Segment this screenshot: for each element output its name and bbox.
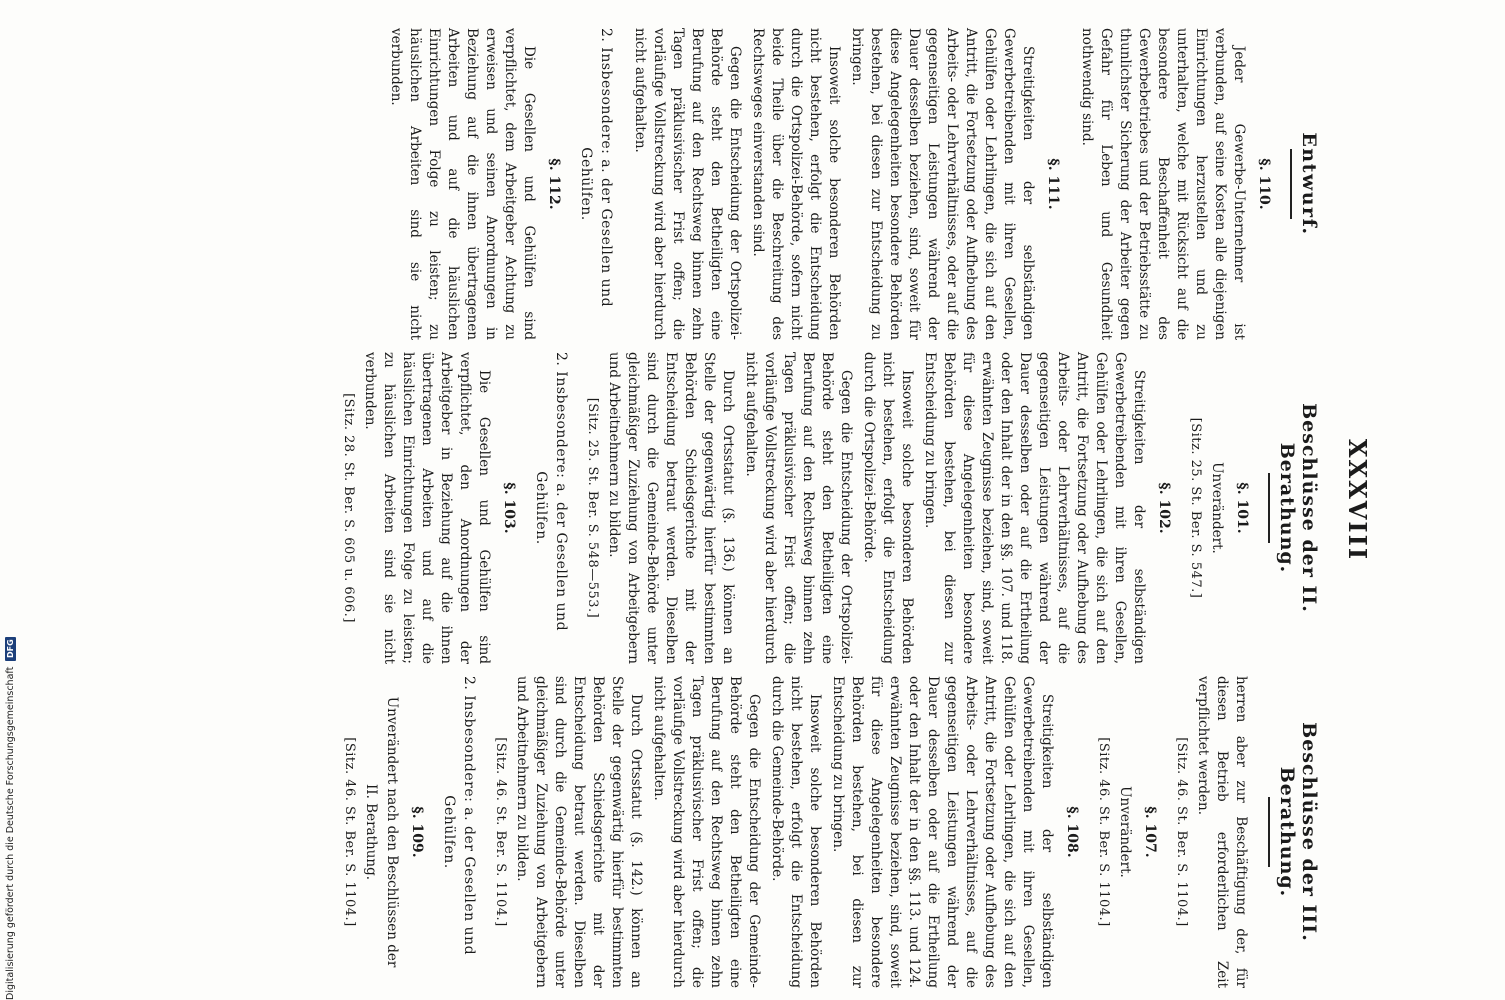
heading-rule bbox=[1268, 473, 1270, 543]
centered-note: Unverändert. bbox=[1117, 786, 1133, 878]
section-number: §. 108. bbox=[1064, 806, 1080, 858]
paragraph: Insoweit solche besonderen Behörden nicht bestehen, erfolgt die Entscheidung durch die Gemeinde-Behörde. bbox=[769, 676, 823, 988]
paragraph: Insoweit solche besonderen Behörden nicht bestehen, erfolgt die Entscheidung durch die Ortspolizei-Behörde. bbox=[861, 352, 915, 664]
column-draft bbox=[382, 28, 1320, 340]
section-number: §. 110. bbox=[1256, 158, 1272, 210]
centered-note: Unverändert. bbox=[1209, 462, 1225, 554]
subsection-heading: 2. Insbesondere: a. der Gesellen und bbox=[553, 352, 569, 632]
subsection-heading-continued: Gehülfen. bbox=[441, 795, 457, 869]
column-heading: Beschlüsse der III. Berathung. bbox=[1276, 722, 1320, 942]
column-body bbox=[386, 28, 1272, 340]
session-reference: [Sitz. 28. St. Ber. S. 605 u. 606.] bbox=[341, 393, 356, 623]
paragraph: Streitigkeiten der selbständigen Gewerbetreibenden mit ihren Gesellen, Gehülfen oder Lehrlingen, die sich auf den Antritt, die Fortsetzung oder Aufhebung des Arbeits- oder Lehrverhältnisses, auf die gegenseitigen Leistungen während der Dauer desselben oder auf die Ertheilung oder den Inhalt der in den §§. 107. und 118. erwähnten Zeugnisse beziehen, sind, soweit für diese Angelegenheiten besondere Behörden bestehen, bei diesen zur Entscheidung zu bringen. bbox=[922, 352, 1147, 664]
section-number: §. 109. bbox=[409, 806, 425, 858]
footer-text: Digitalisierung gefördert durch die Deutsche Forschungsgemeinschaft bbox=[4, 666, 16, 1000]
paragraph: Durch Ortsstatut (§. 142.) können an Stelle der gegenwärtig hierfür bestimmten Behörden Schiedsgerichte mit der Entscheidung betraut werden. Dieselben sind durch die Gemeinde-Behörde unter gleichmäßiger Zuziehung von Arbeitgebern und Arbeitnehmern zu bilden. bbox=[514, 676, 644, 988]
paragraph: herren aber zur Beschäftigung der, für diesen Betrieb erforderlichen Zeit verpflichtet werden. bbox=[1195, 676, 1249, 988]
section-number: §. 101. bbox=[1234, 482, 1250, 534]
paragraph: Gegen die Entscheidung der Ortspolizei-Behörde steht den Betheiligten eine Berufung auf den Rechtsweg binnen zehn Tagen präklusivischer Frist offen; die vorläufige Vollstreckung wird aber hierdurch nicht aufgehalten. bbox=[632, 28, 743, 340]
paragraph: Gegen die Entscheidung der Gemeinde-Behörde steht den Betheiligten eine Berufung auf den Rechtsweg binnen zehn Tagen präklusivischer Frist offen; die vorläufige Vollstreckung wird aber hierdurch nicht aufgehalten. bbox=[651, 676, 762, 988]
paragraph: Jeder Gewerbe-Unternehmer ist verbunden, auf seine Kosten alle diejenigen Einrichtungen herzustellen und zu unterhalten, welche mit Rücksicht auf die besondere Beschaffenheit des Gewerbebetriebes und der Betriebsstätte zu thunlichster Sicherung der Arbeiter gegen Gefahr für Leben und Gesundheit nothwendig sind. bbox=[1079, 28, 1247, 340]
section-number: §. 111. bbox=[1045, 158, 1061, 210]
column-body bbox=[342, 676, 1250, 988]
session-reference: [Sitz. 46. St. Ber. S. 1104.] bbox=[342, 737, 357, 927]
subsection-heading: 2. Insbesondere: a. der Gesellen und bbox=[598, 28, 614, 308]
column-second-reading bbox=[331, 352, 1320, 664]
paragraph: Streitigkeiten der selbständigen Gewerbetreibenden mit ihren Gesellen, Gehülfen oder Lehrlingen, die sich auf den Antritt, die Fortsetzung oder Aufhebung des Arbeits- oder Lehrverhältnisses, oder auf die gegenseitigen Leistungen während der Dauer desselben beziehen, sind, soweit für diese Angelegenheiten besondere Behörden bestehen, bei diesen zur Entscheidung zu bringen. bbox=[849, 28, 1036, 340]
session-reference: [Sitz. 46. St. Ber. S. 1104.] bbox=[493, 737, 508, 927]
paragraph: Die Gesellen und Gehülfen sind verpflichtet, dem Arbeitgeber Achtung zu erweisen und seinen Anordnungen in Beziehung auf die ihnen übertragenen Arbeiten und auf die häuslichen Einrichtungen Folge zu leisten; zu häuslichen Arbeiten sind sie nicht verbunden. bbox=[388, 28, 537, 340]
column-heading: Beschlüsse der II. Berathung. bbox=[1276, 403, 1320, 613]
column-heading: Entwurf. bbox=[1298, 132, 1320, 236]
column-body bbox=[341, 352, 1250, 664]
section-number: §. 112. bbox=[546, 158, 562, 210]
paragraph: Die Gesellen und Gehülfen sind verpflichtet, den Anordnungen der Arbeitgeber in Beziehung auf die ihnen übertragenen Arbeiten und auf die häuslichen Einrichtungen Folge zu leisten; zu häuslichen Arbeiten sind sie nicht verbunden. bbox=[362, 352, 492, 664]
session-reference: [Sitz. 46. St. Ber. S. 1104.] bbox=[1096, 737, 1111, 927]
paragraph: Insoweit solche besonderen Behörden nicht bestehen, erfolgt die Entscheidung durch die Ortspolizei-Behörde, sofern nicht beide Theile über die Beschreitung des Rechtsweges einverstanden sind. bbox=[750, 28, 842, 340]
column-third-reading bbox=[332, 676, 1320, 988]
section-number: §. 103. bbox=[501, 482, 517, 534]
heading-rule bbox=[1290, 149, 1292, 219]
heading-rule bbox=[1268, 797, 1270, 867]
section-number: §. 107. bbox=[1142, 806, 1158, 858]
subsection-heading-continued: Gehülfen. bbox=[578, 147, 594, 221]
centered-note: Unverändert nach den Beschlüssen der bbox=[384, 696, 400, 968]
session-reference: [Sitz. 25. St. Ber. S. 548—553.] bbox=[585, 397, 600, 619]
digitization-footer bbox=[4, 0, 16, 1000]
paragraph: Streitigkeiten der selbständigen Gewerbetreibenden mit ihren Gesellen, Gehülfen oder Lehrlingen, die sich auf den Antritt, die Fortsetzung oder Aufhebung des Arbeits- oder Lehrverhältnisses, auf die gegenseitigen Leistungen während der Dauer desselben oder auf die Ertheilung oder den Inhalt der in den §§. 113. und 124. erwähnten Zeugnisse beziehen, sind, soweit für diese Angelegenheiten besondere Behörden bestehen, bei diesen zur Entscheidung zu bringen. bbox=[830, 676, 1055, 988]
section-number: §. 102. bbox=[1156, 482, 1172, 534]
paragraph: Durch Ortsstatut (§. 136.) können an Stelle der gegenwärtig hierfür bestimmten Behörden Schiedsgerichte mit der Entscheidung betraut werden. Dieselben sind durch die Gemeinde-Behörde unter gleichmäßiger Zuziehung von Arbeitgebern und Arbeitnehmern zu bilden. bbox=[606, 352, 736, 664]
centered-note: II. Berathung. bbox=[363, 783, 379, 881]
paragraph: Gegen die Entscheidung der Ortspolizei-Behörde steht den Betheiligten eine Berufung auf den Rechtsweg binnen zehn Tagen präklusivischer Frist offen; die vorläufige Vollstreckung wird aber hierdurch nicht aufgehalten. bbox=[743, 352, 854, 664]
session-reference: [Sitz. 46. St. Ber. S. 1104.] bbox=[1174, 737, 1189, 927]
session-reference: [Sitz. 25. St. Ber. S. 547.] bbox=[1188, 417, 1203, 599]
subsection-heading: 2. Insbesondere: a. der Gesellen und bbox=[461, 676, 477, 956]
dfg-logo-icon: DFG bbox=[5, 637, 16, 661]
page-number: XXXVIII bbox=[1343, 438, 1372, 562]
subsection-heading-continued: Gehülfen. bbox=[533, 471, 549, 545]
